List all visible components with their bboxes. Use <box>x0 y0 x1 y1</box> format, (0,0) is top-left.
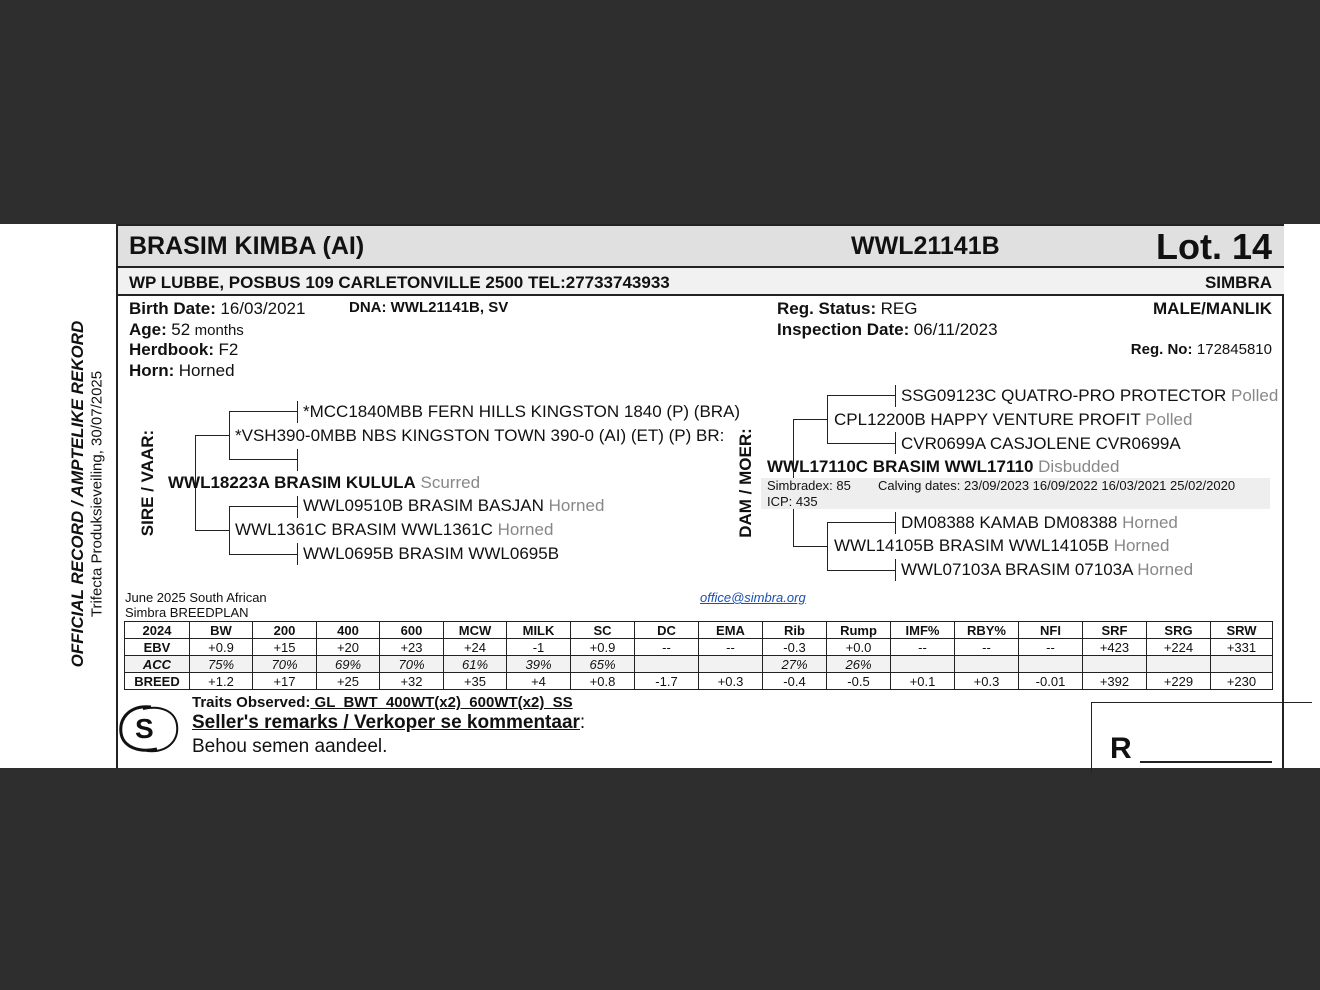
ebv-cell: -0.5 <box>827 673 891 690</box>
dam-sire <box>834 410 1192 430</box>
ebv-cell: +0.8 <box>571 673 635 690</box>
sire-bracket-bottom <box>195 530 230 531</box>
age-value: 52 <box>171 320 191 339</box>
ebv-header-cell: SRG <box>1147 622 1211 639</box>
sire-name: WWL18223A BRASIM KULULA <box>168 473 416 492</box>
ebv-cell <box>1147 656 1211 673</box>
sds-tick <box>297 496 298 518</box>
dam-dam <box>834 536 1169 556</box>
dam-sire-dam: CVR0699A CASJOLENE CVR0699A <box>901 434 1181 453</box>
ebv-header-cell: MILK <box>507 622 571 639</box>
ebv-cell: +17 <box>253 673 317 690</box>
dam-dam-horn: Horned <box>1113 536 1170 555</box>
dam-sire-sire-name: SSG09123C QUATRO-PRO PROTECTOR <box>901 386 1227 405</box>
dam-dam-sire <box>901 513 1178 533</box>
dam-sire-sire-horn: Polled <box>1231 386 1279 405</box>
ebv-cell: +0.9 <box>571 639 635 656</box>
birth-date-label: Birth Date: <box>129 299 216 318</box>
ebv-header-cell: 2024 <box>125 622 190 639</box>
ebv-table <box>124 621 1273 690</box>
dam-dam-sire-horn: Horned <box>1122 513 1178 532</box>
reg-status-label: Reg. Status: <box>777 299 877 318</box>
age-unit: months <box>194 322 244 339</box>
sire-dam-dam: WWL0695B BRASIM WWL0695B <box>303 544 560 563</box>
simbradex: Simbradex: 85 <box>767 478 851 493</box>
ebv-cell: +20 <box>317 639 380 656</box>
ebv-cell: 27% <box>763 656 827 673</box>
dam-dam-name: WWL14105B BRASIM WWL14105B <box>834 536 1109 555</box>
ebv-cell: -1 <box>507 639 571 656</box>
ebv-cell <box>955 656 1019 673</box>
ebv-header-cell: SRF <box>1083 622 1147 639</box>
ebv-cell: 70% <box>380 656 444 673</box>
ebv-cell: +331 <box>1211 639 1273 656</box>
dss-tick <box>895 385 896 407</box>
ebv-cell: 70% <box>253 656 317 673</box>
breedplan-note-2: Simbra BREEDPLAN <box>125 605 249 620</box>
ebv-header-row <box>125 622 1273 639</box>
price-label: R <box>1110 732 1132 765</box>
sire-dam-bracket <box>229 506 230 554</box>
horn-value: Horned <box>178 361 235 380</box>
dam-dam-bracket <box>827 522 828 570</box>
owner-address: WP LUBBE, POSBUS 109 CARLETONVILLE 2500 TEL:27733743933 <box>129 273 670 292</box>
ebv-header-cell: 400 <box>317 622 380 639</box>
lot-number: Lot. 14 <box>1155 226 1272 267</box>
ebv-cell: +15 <box>253 639 317 656</box>
ebv-row-breed <box>125 673 1273 690</box>
dam-sire-bracket <box>827 395 828 443</box>
sire-sire-sire: *MCC1840MBB FERN HILLS KINGSTON 1840 (P) (BRA) <box>303 402 741 421</box>
dam-bracket-bottom <box>793 546 828 547</box>
simbra-logo-icon <box>117 703 181 755</box>
official-record-label: OFFICIAL RECORD / AMPTELIKE REKORD <box>68 320 87 668</box>
ebv-cell: +229 <box>1147 673 1211 690</box>
ebv-cell: -- <box>699 639 763 656</box>
reg-no-value: 172845810 <box>1196 341 1272 358</box>
ebv-header-cell: SC <box>571 622 635 639</box>
ebv-cell <box>891 656 955 673</box>
traits-label: Traits Observed: <box>192 694 311 711</box>
ebv-cell: -- <box>1019 639 1083 656</box>
ebv-cell: 39% <box>507 656 571 673</box>
ebv-cell: +392 <box>1083 673 1147 690</box>
herdbook-label: Herdbook: <box>129 340 214 359</box>
dam-dam-sire-name: DM08388 KAMAB DM08388 <box>901 513 1118 532</box>
dna-value: WWL21141B, SV <box>390 299 509 316</box>
sire-dam-sire-horn: Horned <box>548 496 605 515</box>
reg-no <box>1131 341 1272 359</box>
ebv-cell: +0.0 <box>827 639 891 656</box>
ebv-header-cell: Rib <box>763 622 827 639</box>
dam-name: WWL17110C BRASIM WWL17110 <box>767 457 1034 476</box>
age <box>129 320 244 340</box>
ebv-header-cell: MCW <box>444 622 507 639</box>
dsd-tick <box>895 432 896 454</box>
ebv-cell <box>1019 656 1083 673</box>
ddd-tick <box>895 559 896 581</box>
dam-dam-bracket-bottom <box>827 570 895 571</box>
sire-label: SIRE / VAAR: <box>138 429 157 537</box>
sire-dam-name: WWL1361C BRASIM WWL1361C <box>235 520 493 539</box>
ebv-row-label: EBV <box>125 639 190 656</box>
animal-id: WWL21141B <box>851 232 1000 260</box>
ebv-cell: 26% <box>827 656 891 673</box>
ebv-cell: +1.2 <box>190 673 253 690</box>
inspection-label: Inspection Date: <box>777 320 910 339</box>
ebv-cell: 65% <box>571 656 635 673</box>
ebv-header-cell: 200 <box>253 622 317 639</box>
ebv-cell: +0.3 <box>699 673 763 690</box>
dam-sire-name: CPL12200B HAPPY VENTURE PROFIT <box>834 410 1141 429</box>
ebv-header-cell: DC <box>635 622 699 639</box>
remarks-text: Behou semen aandeel. <box>192 736 388 757</box>
ssd-tick <box>297 449 298 471</box>
ebv-row-label: BREED <box>125 673 190 690</box>
remarks-label: Seller's remarks / Verkoper se kommentaar <box>192 712 580 733</box>
breed-label: SIMBRA <box>1204 273 1272 292</box>
dam-horn: Disbudded <box>1038 457 1120 476</box>
dam-label: DAM / MOER: <box>736 428 755 538</box>
sire-sire-bracket-bottom <box>229 459 297 460</box>
ebv-cell: +4 <box>507 673 571 690</box>
ebv-header-cell: 600 <box>380 622 444 639</box>
ebv-cell: +423 <box>1083 639 1147 656</box>
sire-dam <box>235 520 553 540</box>
dam-dam-bracket-top <box>827 522 895 523</box>
auction-label: Trifecta Produksieveiling, 30/07/2025 <box>88 370 106 618</box>
dds-tick <box>895 512 896 534</box>
ebv-row-label: ACC <box>125 656 190 673</box>
ebv-cell <box>635 656 699 673</box>
ebv-cell <box>1211 656 1273 673</box>
sire-horn: Scurred <box>420 473 481 492</box>
ebv-header-cell: RBY% <box>955 622 1019 639</box>
ebv-header-cell: NFI <box>1019 622 1083 639</box>
sire-dam-horn: Horned <box>497 520 554 539</box>
dam-sire-bracket-bottom <box>827 443 895 444</box>
herdbook-value: F2 <box>218 340 239 359</box>
traits-observed <box>192 694 573 711</box>
sdd-tick <box>297 543 298 565</box>
ebv-header-cell: IMF% <box>891 622 955 639</box>
calving-dates: Calving dates: 23/09/2023 16/09/2022 16/03/2021 25/02/2020 <box>878 478 1236 493</box>
sss-tick <box>297 401 298 423</box>
ebv-cell: -- <box>635 639 699 656</box>
ebv-cell: -0.4 <box>763 673 827 690</box>
ebv-header-cell: SRW <box>1211 622 1273 639</box>
ebv-cell: +23 <box>380 639 444 656</box>
sire-dam-bracket-bottom <box>229 554 297 555</box>
sire-dam-sire <box>303 496 604 516</box>
ebv-cell: +25 <box>317 673 380 690</box>
birth-date <box>129 299 305 319</box>
ebv-header-cell: EMA <box>699 622 763 639</box>
traits-value: GL BWT 400WT(x2) 600WT(x2) SS <box>310 694 573 711</box>
dam-bracket-top <box>793 419 828 420</box>
reg-status <box>777 299 917 319</box>
animal-name: BRASIM KIMBA (AI) <box>129 232 365 260</box>
ebv-cell: -0.3 <box>763 639 827 656</box>
ebv-cell: +32 <box>380 673 444 690</box>
horn <box>129 361 235 381</box>
dam <box>767 457 1119 477</box>
birth-date-value: 16/03/2021 <box>220 299 306 318</box>
sire-dam-sire-name: WWL09510B BRASIM BASJAN <box>303 496 544 515</box>
ebv-cell: -0.01 <box>1019 673 1083 690</box>
inspection-value: 06/11/2023 <box>913 320 998 339</box>
ebv-cell: +35 <box>444 673 507 690</box>
price-line[interactable] <box>1140 761 1272 763</box>
ebv-cell <box>699 656 763 673</box>
ebv-cell: 61% <box>444 656 507 673</box>
remarks-colon: : <box>579 712 586 733</box>
dam-dam-dam-name: WWL07103A BRASIM 07103A <box>901 560 1133 579</box>
ebv-cell: +224 <box>1147 639 1211 656</box>
sire-sire: *VSH390-0MBB NBS KINGSTON TOWN 390-0 (AI) (ET) (P) BR: <box>235 426 725 445</box>
ebv-cell <box>1083 656 1147 673</box>
ebv-cell: +0.3 <box>955 673 1019 690</box>
remarks-heading <box>192 712 585 734</box>
sire <box>168 473 480 493</box>
ebv-cell: +24 <box>444 639 507 656</box>
ebv-cell: 75% <box>190 656 253 673</box>
reg-no-label: Reg. No: <box>1130 341 1193 358</box>
ebv-cell: -- <box>891 639 955 656</box>
ebv-header-cell: Rump <box>827 622 891 639</box>
dam-sire-horn: Polled <box>1145 410 1193 429</box>
ebv-cell: +230 <box>1211 673 1273 690</box>
dam-sire-sire <box>901 386 1278 406</box>
sire-sire-bracket <box>229 411 230 459</box>
ebv-cell: 69% <box>317 656 380 673</box>
inspection-date <box>777 320 998 340</box>
breedplan-note-1: June 2025 South African <box>125 590 267 605</box>
dam-dam-dam <box>901 560 1193 580</box>
sex-label: MALE/MANLIK <box>1153 299 1272 318</box>
horn-label: Horn: <box>129 361 175 380</box>
email-link[interactable]: office@simbra.org <box>700 590 806 605</box>
age-label: Age: <box>129 320 167 339</box>
ebv-row-ebv <box>125 639 1273 656</box>
dam-sire-bracket-top <box>827 395 895 396</box>
sire-dam-bracket-top <box>229 506 297 507</box>
dna-info <box>349 299 508 316</box>
ebv-header-cell: BW <box>190 622 253 639</box>
dna-label: DNA: <box>349 299 387 316</box>
ebv-row-acc <box>125 656 1273 673</box>
sire-bracket-top <box>195 435 230 436</box>
ebv-cell: -1.7 <box>635 673 699 690</box>
icp: ICP: 435 <box>767 494 818 509</box>
reg-status-value: REG <box>880 299 918 318</box>
ebv-cell: -- <box>955 639 1019 656</box>
ebv-cell: +0.9 <box>190 639 253 656</box>
herdbook <box>129 340 238 360</box>
sire-sire-bracket-top <box>229 411 297 412</box>
logo-letter: S <box>135 713 154 744</box>
ebv-cell: +0.1 <box>891 673 955 690</box>
dam-dam-dam-horn: Horned <box>1137 560 1194 579</box>
